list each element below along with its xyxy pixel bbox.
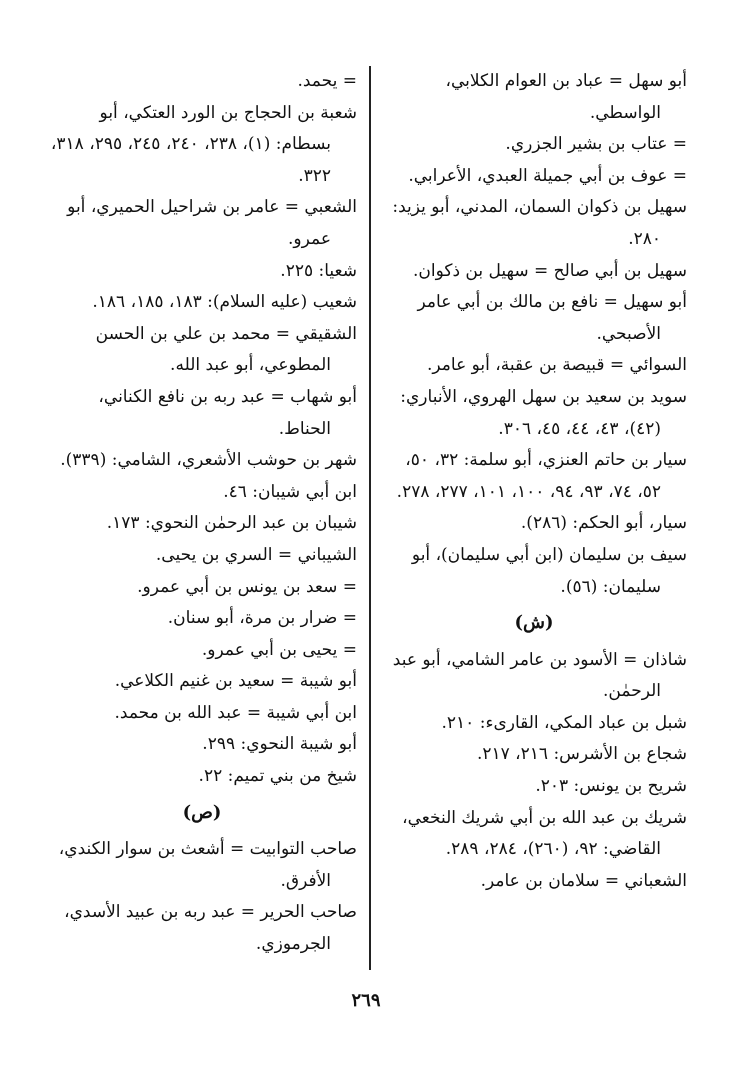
index-entry: ابن أبي شيبة = عبد الله بن محمد. (114, 702, 357, 723)
section-heading: (ش) (514, 612, 554, 634)
index-entry: أبو شيبة النحوي: ٢٩٩. (202, 734, 357, 755)
index-entry: شاذان = الأسود بن عامر الشامي، أبو عبد الرحمٰن. (392, 649, 687, 702)
index-entry: سيف بن سليمان (ابن أبي سليمان)، أبو سليمان: (٥٦). (411, 544, 687, 597)
index-entry: شجاع بن الأشرس: ٢١٦، ٢١٧. (476, 744, 687, 765)
index-entry: سويد بن سعيد بن سهل الهروي، الأنباري: (٤٢)، ٤٣، ٤٤، ٤٥، ٣٠٦. (400, 386, 687, 439)
index-entry: شيبان بن عبد الرحمٰن النحوي: ١٧٣. (106, 513, 357, 534)
page-number: ٢٦٩ (351, 990, 381, 1011)
index-entry: الشعبي = عامر بن شراحيل الحميري، أبو عمرو. (67, 197, 357, 249)
index-entry: = يحمد. (297, 71, 357, 91)
index-entry: شهر بن حوشب الأشعري، الشامي: (٣٣٩). (60, 450, 357, 471)
index-entry: شعبة بن الحجاج بن الورد العتكي، أبو بسطام: (١)، ٢٣٨، ٢٤٠، ٢٤٥، ٢٩٥، ٣١٨، ٣٢٢. (50, 102, 357, 186)
index-entry: = عتاب بن بشير الجزري. (505, 134, 687, 155)
index-entry: = سعد بن يونس بن أبي عمرو. (137, 576, 357, 597)
index-entry: ابن أبي شيبان: ٤٦. (223, 481, 357, 502)
index-entry: سهيل بن ذكوان السمان، المدني، أبو يزيد: ٢٨٠. (392, 197, 687, 249)
index-entry: أبو شهاب = عبد ربه بن نافع الكناني، الحناط. (98, 386, 357, 439)
index-entry: = ضرار بن مرة، أبو سنان. (167, 608, 357, 629)
section-heading: (ص) (182, 801, 222, 823)
index-entry: = عوف بن أبي جميلة العبدي، الأعرابي. (408, 165, 687, 186)
index-entry: صاحب التوابيت = أشعث بن سوار الكندي، الأفرق. (58, 839, 357, 891)
index-entry: السوائي = قبيصة بن عقبة، أبو عامر. (427, 355, 687, 376)
index-entry: سيار، أبو الحكم: (٢٨٦). (520, 513, 687, 534)
index-entry: سهيل بن أبي صالح = سهيل بن ذكوان. (412, 260, 687, 281)
index-entry: شبل بن عباد المكي، القارىء: ٢١٠. (441, 712, 687, 733)
index-entry: شيخ من بني تميم: ٢٢. (198, 766, 357, 787)
index-entry: الشيباني = السري بن يحيى. (155, 544, 357, 565)
index-entry: شريك بن عبد الله بن أبي شريك النخعي، القاضي: ٩٢، (٢٦٠)، ٢٨٤، ٢٨٩. (402, 807, 687, 860)
index-entry: شعيا: ٢٢٥. (280, 260, 357, 281)
index-entry: أبو شيبة = سعيد بن غنيم الكلاعي. (114, 671, 357, 692)
index-entry: = يحيى بن أبي عمرو. (201, 639, 357, 660)
index-entry: شريح بن يونس: ٢٠٣. (535, 776, 687, 797)
column-divider (369, 66, 371, 970)
left-column (47, 66, 357, 961)
index-entry: الشعباني = سلامان بن عامر. (480, 870, 687, 891)
index-entry: أبو سهيل = نافع بن مالك بن أبي عامر الأصبحي. (417, 292, 687, 344)
index-entry: أبو سهل = عباد بن العوام الكلابي، الواسطي. (445, 71, 687, 123)
right-column (381, 66, 687, 897)
index-entry: شعيب (عليه السلام): ١٨٣، ١٨٥، ١٨٦. (92, 292, 357, 313)
index-entry: صاحب الحرير = عبد ربه بن عبيد الأسدي، الجرموزي. (64, 902, 357, 955)
index-entry: الشقيقي = محمد بن علي بن الحسن المطوعي، أبو عبد الله. (95, 323, 357, 376)
index-entry: سيار بن حاتم العنزي، أبو سلمة: ٣٢، ٥٠، ٥٢، ٧٤، ٩٣، ٩٤، ١٠٠، ١٠١، ٢٧٧، ٢٧٨. (396, 450, 687, 502)
